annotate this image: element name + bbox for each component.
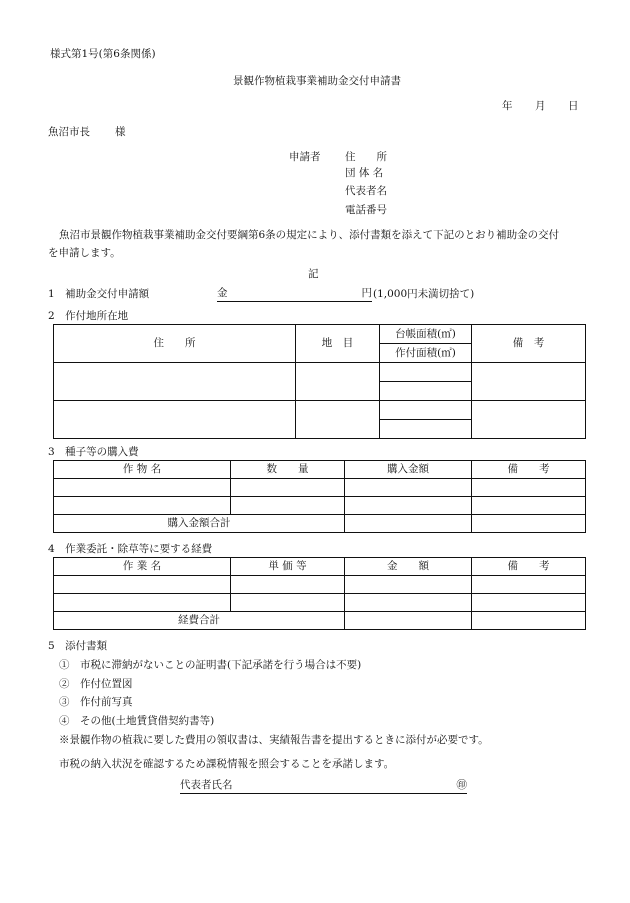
header-planted-area: 作付面積(㎡) [380,344,472,363]
table-cell[interactable] [231,479,345,497]
section4-label: 4 作業委託・除草等に要する経費 [48,543,213,555]
location-planted-area-cell[interactable] [380,420,472,439]
header-quantity: 数 量 [231,461,345,479]
location-ledger-area-cell[interactable] [380,363,472,382]
body-text-line2: を申請します。 [48,247,121,259]
table-cell[interactable] [472,612,586,630]
table-cell[interactable] [472,479,586,497]
location-chimoku-cell[interactable] [296,401,380,439]
table-cell[interactable] [345,497,472,515]
header-remarks: 備 考 [472,325,586,363]
attachment-item-1: ① 市税に滞納がないことの証明書(下記承諾を行う場合は不要) [59,659,362,671]
header-crop-name: 作 物 名 [54,461,231,479]
location-ledger-area-cell[interactable] [380,401,472,420]
receipt-note: ※景観作物の植栽に要した費用の領収書は、実績報告書を提出するときに添付が必要です。 [59,734,489,746]
table-cell[interactable] [54,497,231,515]
header-remarks: 備 考 [472,461,586,479]
table-cell[interactable] [231,576,345,594]
date-day: 日 [568,100,579,112]
location-chimoku-cell[interactable] [296,363,380,401]
header-work-name: 作 業 名 [54,558,231,576]
table-cell[interactable] [54,479,231,497]
table-cell[interactable] [472,515,586,533]
yen-label: 円 [361,287,372,299]
amount-note: (1,000円未満切捨て) [373,288,475,300]
applicant-label: 申請者 [289,151,321,163]
addressee-honorific: 様 [115,126,126,138]
date-month: 月 [535,100,546,112]
header-purchase-amount: 購入金額 [345,461,472,479]
kin-label: 金 [217,287,228,299]
applicant-field-phone: 電話番号 [345,204,387,216]
table-cell[interactable] [472,594,586,612]
table-cell[interactable] [54,594,231,612]
signature-label: 代表者氏名 [180,779,233,791]
applicant-field-address: 住 所 [345,151,387,163]
table-cell[interactable] [54,576,231,594]
planting-location-table [53,324,586,439]
header-ledger-area: 台帳面積(㎡) [380,325,472,344]
applicant-field-group: 団 体 名 [345,167,384,179]
section2-label: 2 作付地所在地 [48,310,129,322]
ki-label: 記 [308,268,319,280]
section1-label: 1 補助金交付申請額 [48,288,150,300]
work-expense-table [53,557,586,630]
location-remarks-cell[interactable] [472,401,586,439]
form-number: 様式第1号(第6条関係) [50,48,156,60]
applicant-field-representative: 代表者名 [345,185,387,197]
table-cell[interactable] [472,576,586,594]
table-cell[interactable] [345,594,472,612]
consent-text: 市税の納入状況を確認するため課税情報を照会することを承諾します。 [59,758,395,770]
amount-line [217,288,372,302]
attachment-item-4: ④ その他(土地賃貸借契約書等) [59,715,215,727]
purchase-total-label: 購入金額合計 [54,515,345,533]
location-address-cell[interactable] [54,363,296,401]
signature-line[interactable] [180,780,467,794]
section5-label: 5 添付書類 [48,640,108,652]
date-year: 年 [502,100,513,112]
addressee-name: 魚沼市長 [48,126,90,138]
header-amount: 金 額 [345,558,472,576]
expense-total-label: 経費合計 [54,612,345,630]
location-address-cell[interactable] [54,401,296,439]
page-title: 景観作物植栽事業補助金交付申請書 [233,75,401,87]
attachment-item-3: ③ 作付前写真 [59,696,133,708]
purchase-total-cell[interactable] [345,515,472,533]
expense-total-cell[interactable] [345,612,472,630]
table-cell[interactable] [345,576,472,594]
table-cell[interactable] [345,479,472,497]
header-address: 住 所 [54,325,296,363]
table-cell[interactable] [231,594,345,612]
header-unit-price: 単 価 等 [231,558,345,576]
attachment-item-2: ② 作付位置図 [59,678,133,690]
location-planted-area-cell[interactable] [380,382,472,401]
seal-mark: ㊞ [456,779,467,791]
location-remarks-cell[interactable] [472,363,586,401]
header-chimoku: 地 目 [296,325,380,363]
body-text-line1: 魚沼市景観作物植栽事業補助金交付要綱第6条の規定により、添付書類を添えて下記のとおり補助金の交付 [59,229,560,241]
table-cell[interactable] [231,497,345,515]
header-remarks: 備 考 [472,558,586,576]
table-cell[interactable] [472,497,586,515]
seed-purchase-table [53,460,586,533]
section3-label: 3 種子等の購入費 [48,446,139,458]
